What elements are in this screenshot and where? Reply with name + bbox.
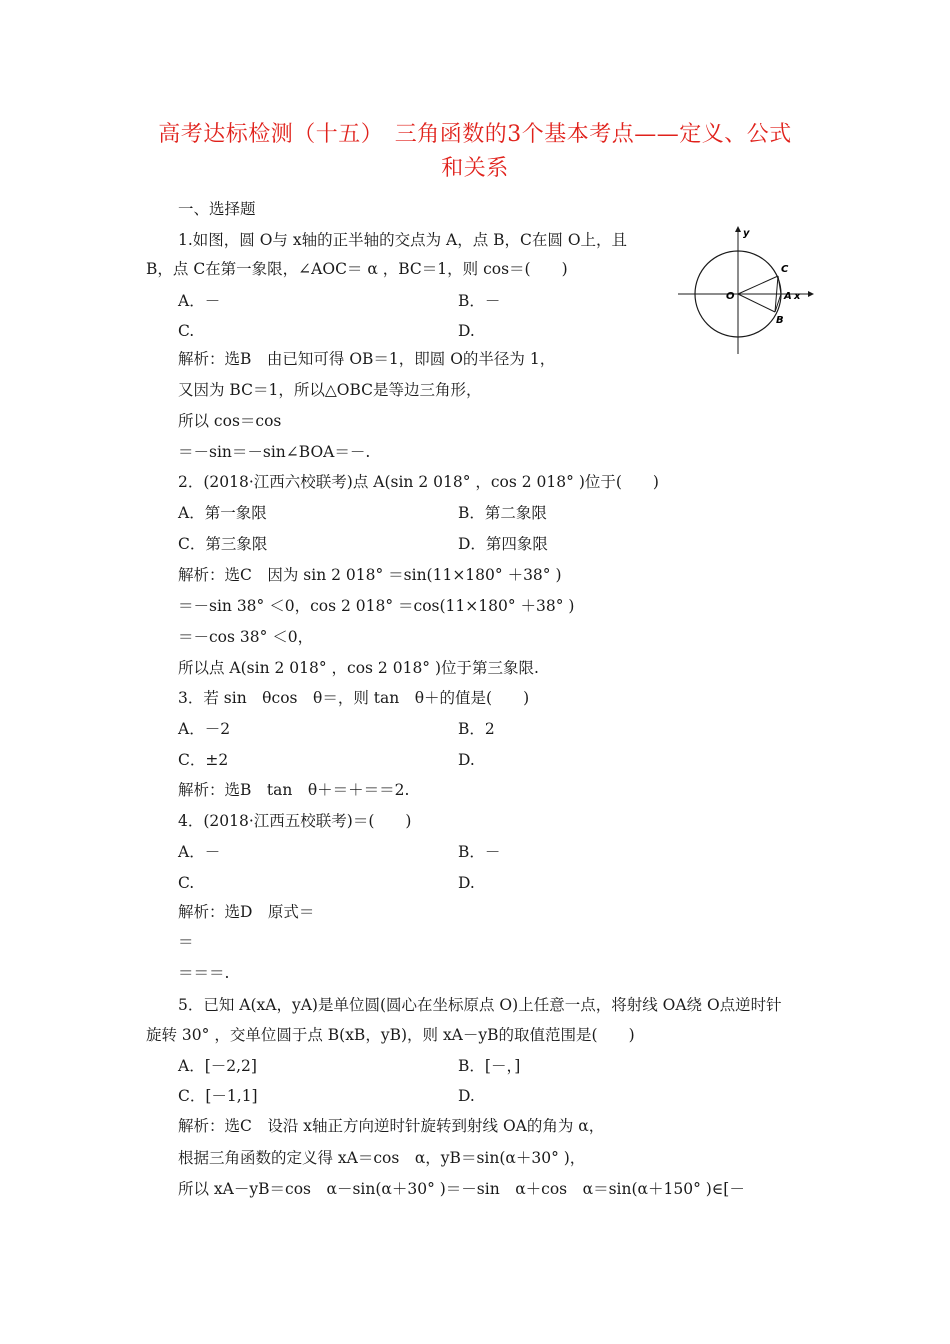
title-line-1: 高考达标检测（十五） 三角函数的3个基本考点——定义、公式 — [158, 122, 792, 147]
q2-option-d: D．第四象限 — [458, 535, 548, 553]
q5-solution-3: 所以 xA－yB＝cos α－sin(α＋30° )＝－sin α＋cos α＝sin(α＋150° )∈[－ — [178, 1180, 745, 1198]
label-a: A — [784, 291, 792, 302]
q2-stem: 2．(2018·江西六校联考)点 A(sin 2 018° ，cos 2 018° )位于( ) — [178, 473, 659, 491]
q3-option-d: D. — [458, 751, 475, 769]
label-c: C — [781, 264, 789, 275]
q5-option-c: C．[－1,1] — [178, 1087, 258, 1105]
segment-ob — [738, 294, 775, 312]
q4-stem: 4．(2018·江西五校联考)＝( ) — [178, 812, 412, 830]
q5-option-b: B．[－，] — [458, 1057, 521, 1075]
x-axis-arrow — [808, 291, 814, 297]
y-axis-arrow — [735, 226, 741, 232]
q2-solution-3: ＝－cos 38° ＜0， — [178, 628, 314, 646]
q1-stem-line-1: 1.如图，圆 O与 x轴的正半轴的交点为 A，点 B，C在圆 O上，且 — [178, 231, 628, 249]
q2-solution-2: ＝－sin 38° ＜0，cos 2 018° ＝cos(11×180° ＋38° ) — [178, 597, 575, 615]
q2-solution-4: 所以点 A(sin 2 018° ，cos 2 018° )位于第三象限. — [178, 659, 539, 677]
q2-option-b: B．第二象限 — [458, 504, 547, 522]
label-y: y — [743, 228, 750, 239]
q5-stem-line-2: 旋转 30° ，交单位圆于点 B(xB，yB)，则 xA－yB的取值范围是( ) — [146, 1026, 635, 1044]
q3-option-b: B．2 — [458, 720, 495, 738]
segment-oc — [738, 276, 778, 294]
q4-option-a: A．－ — [178, 843, 221, 861]
q1-solution-2: 又因为 BC＝1，所以△OBC是等边三角形， — [178, 381, 482, 399]
q5-option-a: A．[－2,2] — [178, 1057, 257, 1075]
title-line-2: 和关系 — [441, 156, 509, 181]
q3-option-c: C．±2 — [178, 751, 229, 769]
q1-option-c: C. — [178, 322, 195, 340]
q3-stem: 3．若 sin θcos θ＝，则 tan θ＋的值是( ) — [178, 689, 530, 707]
page-title — [120, 118, 830, 186]
q2-option-a: A．第一象限 — [178, 504, 267, 522]
q3-solution-1: 解析：选B tan θ＋＝＋＝＝2. — [178, 781, 410, 799]
q4-option-c: C. — [178, 874, 195, 892]
q5-solution-2: 根据三角函数的定义得 xA＝cos α，yB＝sin(α＋30° )， — [178, 1149, 586, 1167]
q1-option-d: D. — [458, 322, 475, 340]
q1-solution-1: 解析：选B 由已知可得 OB＝1，即圆 O的半径为 1， — [178, 350, 556, 368]
label-b: B — [776, 315, 784, 326]
q5-solution-1: 解析：选C 设沿 x轴正方向逆时针旋转到射线 OA的角为 α， — [178, 1117, 605, 1135]
section-heading: 一、选择题 — [178, 200, 256, 218]
q4-solution-1: 解析：选D 原式＝ — [178, 903, 315, 921]
q1-stem-line-2: B，点 C在第一象限，∠AOC＝ α ，BC＝1，则 cos＝( ) — [146, 260, 568, 278]
q5-option-d: D. — [458, 1087, 475, 1105]
q3-option-a: A．－2 — [178, 720, 231, 738]
label-o: O — [726, 291, 735, 302]
q1-solution-3: 所以 cos＝cos — [178, 412, 282, 430]
q2-solution-1: 解析：选C 因为 sin 2 018° ＝sin(11×180° ＋38° ) — [178, 566, 562, 584]
q5-stem-line-1: 5．已知 A(xA，yA)是单位圆(圆心在坐标原点 O)上任意一点，将射线 OA绕 O点逆时针 — [178, 996, 782, 1014]
q1-option-a: A．－ — [178, 292, 221, 310]
q2-option-c: C．第三象限 — [178, 535, 268, 553]
q1-solution-4: ＝－sin＝－sin∠BOA＝－. — [178, 443, 371, 461]
q1-option-b: B．－ — [458, 292, 501, 310]
q4-solution-2: ＝ — [178, 933, 194, 951]
q4-option-d: D. — [458, 874, 475, 892]
q4-solution-3: ＝＝＝. — [178, 964, 230, 982]
q4-option-b: B．－ — [458, 843, 501, 861]
unit-circle-figure — [676, 224, 816, 364]
label-x: x — [794, 291, 801, 302]
